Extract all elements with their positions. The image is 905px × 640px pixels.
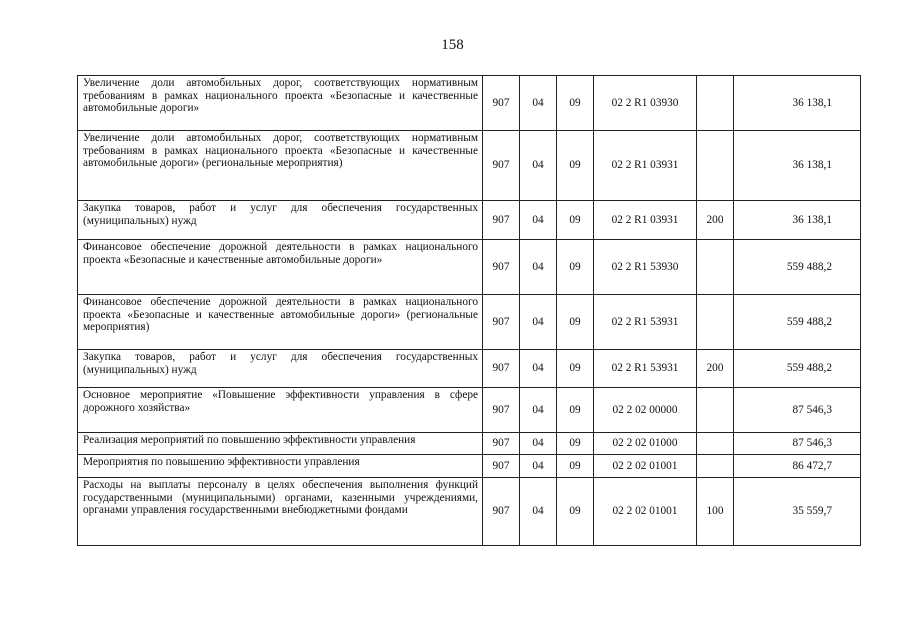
grbs-code: 907: [483, 455, 520, 478]
grbs-code: 907: [483, 201, 520, 240]
table-row: [78, 240, 861, 295]
grbs-code: 907: [483, 76, 520, 131]
expense-type-code: [697, 295, 734, 350]
expense-type-code: 200: [697, 350, 734, 388]
expense-type-code: 200: [697, 201, 734, 240]
budget-table: [77, 75, 861, 546]
amount: 86 472,7: [734, 455, 861, 478]
subsection-code: 09: [557, 131, 594, 201]
row-name: Увеличение доли автомобильных дорог, соответствующих нормативным требованиям в рамках национального проекта «Безопасные и качественные автомобильные дороги» (региональные мероприятия): [78, 131, 483, 201]
target-article-code: 02 2 R1 03930: [594, 76, 697, 131]
grbs-code: 907: [483, 131, 520, 201]
table-row: [78, 131, 861, 201]
subsection-code: 09: [557, 478, 594, 546]
row-name: Реализация мероприятий по повышению эффективности управления: [78, 433, 483, 455]
table-row: [78, 455, 861, 478]
table-row: [78, 295, 861, 350]
table-row: [78, 478, 861, 546]
section-code: 04: [520, 433, 557, 455]
amount: 35 559,7: [734, 478, 861, 546]
target-article-code: 02 2 R1 53931: [594, 350, 697, 388]
page-number: 158: [441, 37, 464, 53]
table-row: [78, 388, 861, 433]
expense-type-code: [697, 131, 734, 201]
subsection-code: 09: [557, 76, 594, 131]
target-article-code: 02 2 R1 03931: [594, 201, 697, 240]
amount: 87 546,3: [734, 433, 861, 455]
expense-type-code: [697, 455, 734, 478]
section-code: 04: [520, 131, 557, 201]
amount: 36 138,1: [734, 131, 861, 201]
table-row: [78, 76, 861, 131]
subsection-code: 09: [557, 455, 594, 478]
row-name: Основное мероприятие «Повышение эффективности управления в сфере дорожного хозяйства»: [78, 388, 483, 433]
grbs-code: 907: [483, 295, 520, 350]
target-article-code: 02 2 R1 53931: [594, 295, 697, 350]
row-name: Расходы на выплаты персоналу в целях обеспечения выполнения функций государственными (муниципальными) органами, казенными учреждениями, органами управления государственными внебюджетными фондами: [78, 478, 483, 546]
amount: 87 546,3: [734, 388, 861, 433]
table-row: [78, 201, 861, 240]
subsection-code: 09: [557, 388, 594, 433]
target-article-code: 02 2 02 01000: [594, 433, 697, 455]
row-name: Мероприятия по повышению эффективности управления: [78, 455, 483, 478]
amount: 559 488,2: [734, 240, 861, 295]
target-article-code: 02 2 02 01001: [594, 455, 697, 478]
target-article-code: 02 2 02 01001: [594, 478, 697, 546]
section-code: 04: [520, 478, 557, 546]
expense-type-code: 100: [697, 478, 734, 546]
target-article-code: 02 2 02 00000: [594, 388, 697, 433]
expense-type-code: [697, 388, 734, 433]
section-code: 04: [520, 76, 557, 131]
row-name: Увеличение доли автомобильных дорог, соответствующих нормативным требованиям в рамках национального проекта «Безопасные и качественные автомобильные дороги»: [78, 76, 483, 131]
amount: 559 488,2: [734, 350, 861, 388]
table-row: [78, 433, 861, 455]
section-code: 04: [520, 455, 557, 478]
expense-type-code: [697, 433, 734, 455]
row-name: Закупка товаров, работ и услуг для обеспечения государственных (муниципальных) нужд: [78, 350, 483, 388]
grbs-code: 907: [483, 478, 520, 546]
grbs-code: 907: [483, 240, 520, 295]
target-article-code: 02 2 R1 03931: [594, 131, 697, 201]
expense-type-code: [697, 240, 734, 295]
row-name: Закупка товаров, работ и услуг для обеспечения государственных (муниципальных) нужд: [78, 201, 483, 240]
subsection-code: 09: [557, 201, 594, 240]
section-code: 04: [520, 240, 557, 295]
subsection-code: 09: [557, 240, 594, 295]
subsection-code: 09: [557, 433, 594, 455]
grbs-code: 907: [483, 350, 520, 388]
amount: 559 488,2: [734, 295, 861, 350]
subsection-code: 09: [557, 350, 594, 388]
amount: 36 138,1: [734, 201, 861, 240]
section-code: 04: [520, 388, 557, 433]
expense-type-code: [697, 76, 734, 131]
amount: 36 138,1: [734, 76, 861, 131]
section-code: 04: [520, 350, 557, 388]
row-name: Финансовое обеспечение дорожной деятельности в рамках национального проекта «Безопасные и качественные автомобильные дороги»: [78, 240, 483, 295]
section-code: 04: [520, 295, 557, 350]
grbs-code: 907: [483, 433, 520, 455]
table-row: [78, 350, 861, 388]
grbs-code: 907: [483, 388, 520, 433]
row-name: Финансовое обеспечение дорожной деятельности в рамках национального проекта «Безопасные и качественные автомобильные дороги» (региональные мероприятия): [78, 295, 483, 350]
subsection-code: 09: [557, 295, 594, 350]
target-article-code: 02 2 R1 53930: [594, 240, 697, 295]
section-code: 04: [520, 201, 557, 240]
